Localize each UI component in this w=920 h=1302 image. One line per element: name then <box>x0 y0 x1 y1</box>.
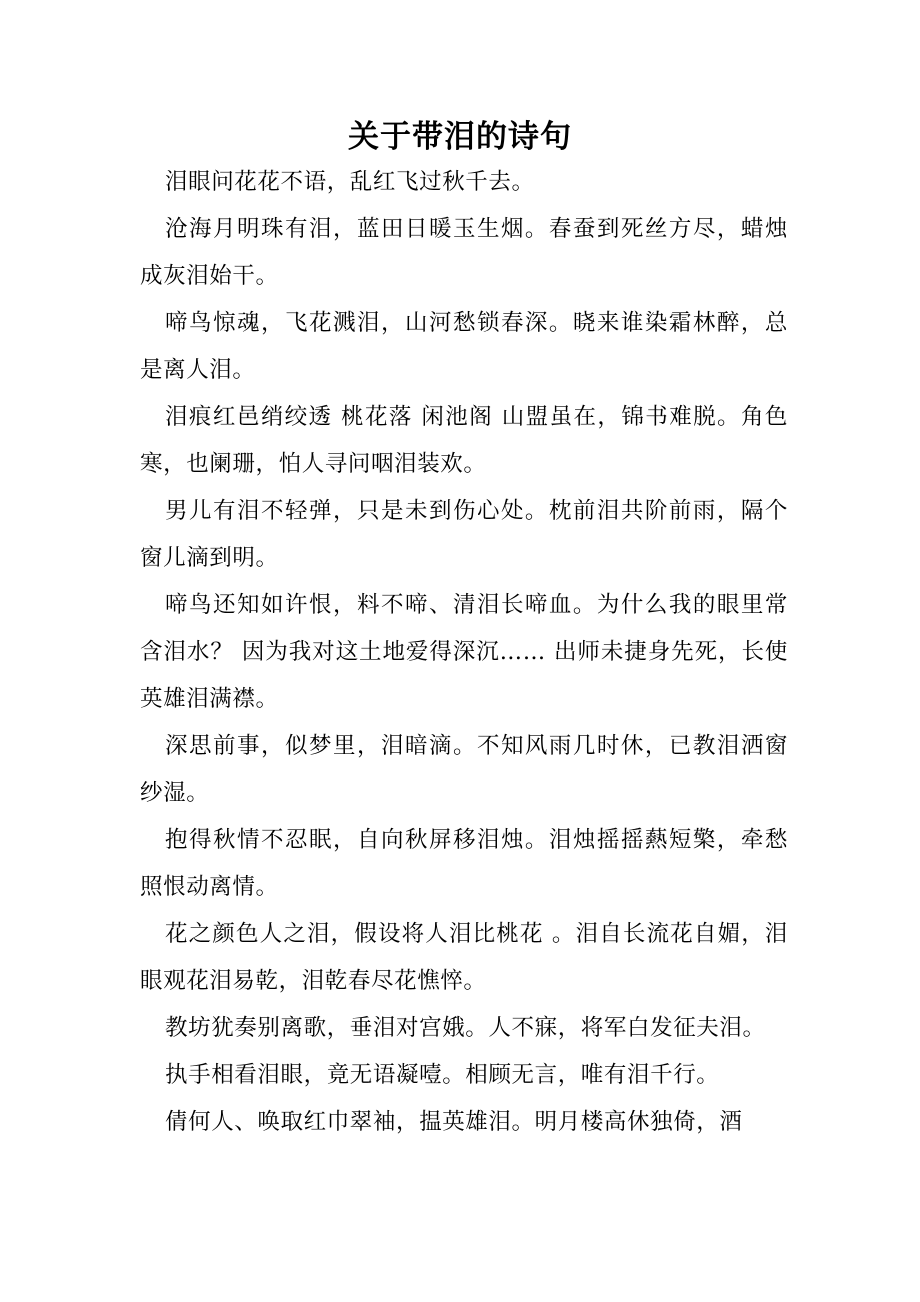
paragraph: 倩何人、唤取红巾翠袖，揾英雄泪。明月楼高休独倚，酒 <box>165 1109 743 1135</box>
paragraph: 执手相看泪眼，竟无语凝噎。相顾无言，唯有泪千行。 <box>165 1062 720 1088</box>
paragraph: 教坊犹奏别离歌，垂泪对宫娥。人不寐，将军白发征夫泪。 <box>165 1015 766 1041</box>
paragraph: 泪眼问花花不语，乱红飞过秋千去。 <box>165 169 535 195</box>
paragraph: 深思前事，似梦里，泪暗滴。不知风雨几时休，已教泪洒窗纱湿。 <box>140 733 788 806</box>
paragraph: 沧海月明珠有泪，蓝田日暖玉生烟。春蚕到死丝方尽，蜡烛成灰泪始干。 <box>140 216 788 289</box>
paragraph: 泪痕红邑绡绞透 桃花落 闲池阁 山盟虽在，锦书难脱。角色寒，也阑珊，怕人寻问咽泪装欢。 <box>140 404 788 477</box>
document-body <box>140 159 788 1146</box>
paragraph: 啼鸟还知如许恨，料不啼、清泪长啼血。为什么我的眼里常含泪水？ 因为我对这土地爱得深沉…… 出师未捷身先死，长使英雄泪满襟。 <box>140 592 788 712</box>
paragraph: 男儿有泪不轻弹，只是未到伤心处。枕前泪共阶前雨，隔个窗儿滴到明。 <box>140 498 788 571</box>
document-title: 关于带泪的诗句 <box>348 119 572 155</box>
paragraph: 啼鸟惊魂，飞花溅泪，山河愁锁春深。晓来谁染霜林醉，总是离人泪。 <box>140 310 788 383</box>
paragraph: 抱得秋情不忍眠，自向秋屏移泪烛。泪烛摇摇爇短檠，牵愁照恨动离情。 <box>140 827 788 900</box>
paragraph: 花之颜色人之泪，假设将人泪比桃花 。泪自长流花自媚，泪眼观花泪易乾，泪乾春尽花憔悴。 <box>140 921 788 994</box>
